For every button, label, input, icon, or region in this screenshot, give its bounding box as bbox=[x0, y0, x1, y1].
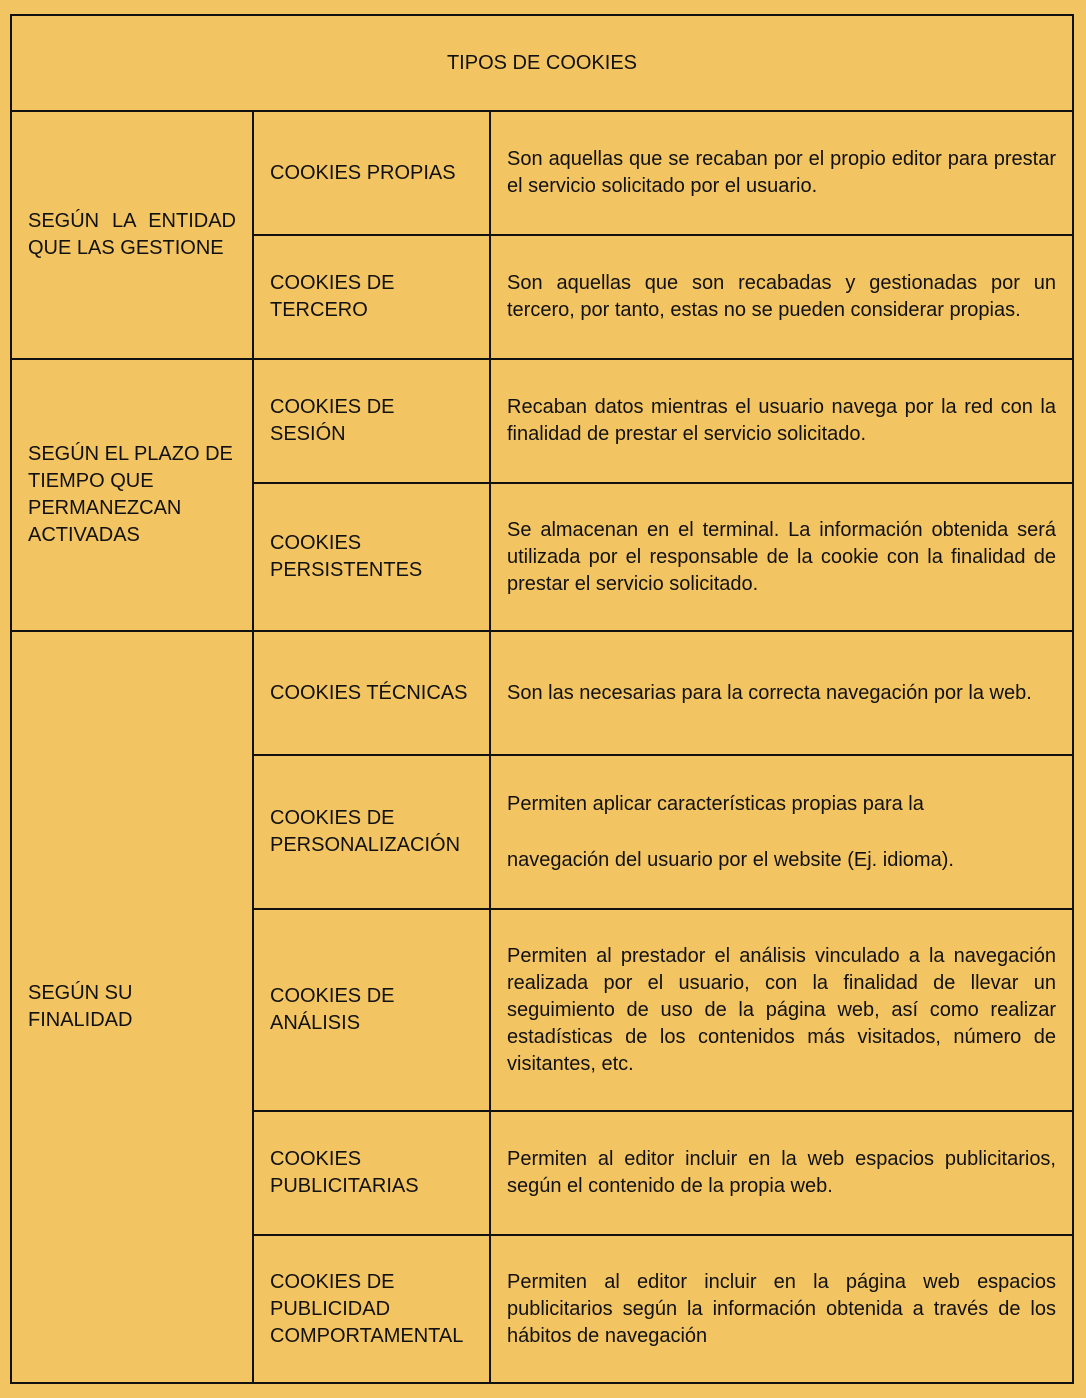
cookie-description: Permiten al editor incluir en la web espacios publicitarios, según el contenido de la propia web. bbox=[490, 1111, 1073, 1235]
table-title: TIPOS DE COOKIES bbox=[11, 15, 1073, 111]
group-label: SEGÚN LA ENTIDAD QUE LAS GESTIONE bbox=[11, 111, 253, 359]
cookie-type: COOKIES TÉCNICAS bbox=[253, 631, 490, 755]
cookie-type: COOKIES DE SESIÓN bbox=[253, 359, 490, 483]
cookie-description: Recaban datos mientras el usuario navega por la red con la finalidad de prestar el servicio solicitado. bbox=[490, 359, 1073, 483]
cookie-type: COOKIES PUBLICITARIAS bbox=[253, 1111, 490, 1235]
table-row bbox=[11, 631, 1073, 755]
cookie-type: COOKIES PROPIAS bbox=[253, 111, 490, 235]
cookie-type: COOKIES PERSISTENTES bbox=[253, 483, 490, 631]
cookie-description: Permiten al editor incluir en la página web espacios publicitarios según la información obtenida a través de los hábitos de navegación bbox=[490, 1235, 1073, 1383]
cookie-description: Son aquellas que son recabadas y gestionadas por un tercero, por tanto, estas no se pueden considerar propias. bbox=[490, 235, 1073, 359]
cookie-description: Se almacenan en el terminal. La información obtenida será utilizada por el responsable de la cookie con la finalidad de prestar el servicio solicitado. bbox=[490, 483, 1073, 631]
cookie-type: COOKIES DE PERSONALIZACIÓN bbox=[253, 755, 490, 909]
table-row bbox=[11, 359, 1073, 483]
table-row bbox=[11, 111, 1073, 235]
group-label: SEGÚN SU FINALIDAD bbox=[11, 631, 253, 1383]
group-label: SEGÚN EL PLAZO DE TIEMPO QUE PERMANEZCAN ACTIVADAS bbox=[11, 359, 253, 631]
cookie-description: Son aquellas que se recaban por el propio editor para prestar el servicio solicitado por el usuario. bbox=[490, 111, 1073, 235]
cookie-description-line: navegación del usuario por el website (Ej. idioma). bbox=[507, 848, 954, 871]
table-header-row bbox=[11, 15, 1073, 111]
cookie-description-line: Permiten aplicar características propias para la bbox=[507, 792, 924, 815]
cookie-description: Son las necesarias para la correcta navegación por la web. bbox=[490, 631, 1073, 755]
cookie-types-table bbox=[10, 14, 1074, 1384]
cookie-type: COOKIES DE ANÁLISIS bbox=[253, 909, 490, 1111]
cookie-description: Permiten al prestador el análisis vinculado a la navegación realizada por el usuario, con la finalidad de llevar un seguimiento de uso de la página web, así como realizar estadísticas de los contenidos más visitados, número de visitantes, etc. bbox=[490, 909, 1073, 1111]
cookie-description bbox=[490, 755, 1073, 909]
cookie-type: COOKIES DE PUBLICIDAD COMPORTAMENTAL bbox=[253, 1235, 490, 1383]
cookie-type: COOKIES DE TERCERO bbox=[253, 235, 490, 359]
